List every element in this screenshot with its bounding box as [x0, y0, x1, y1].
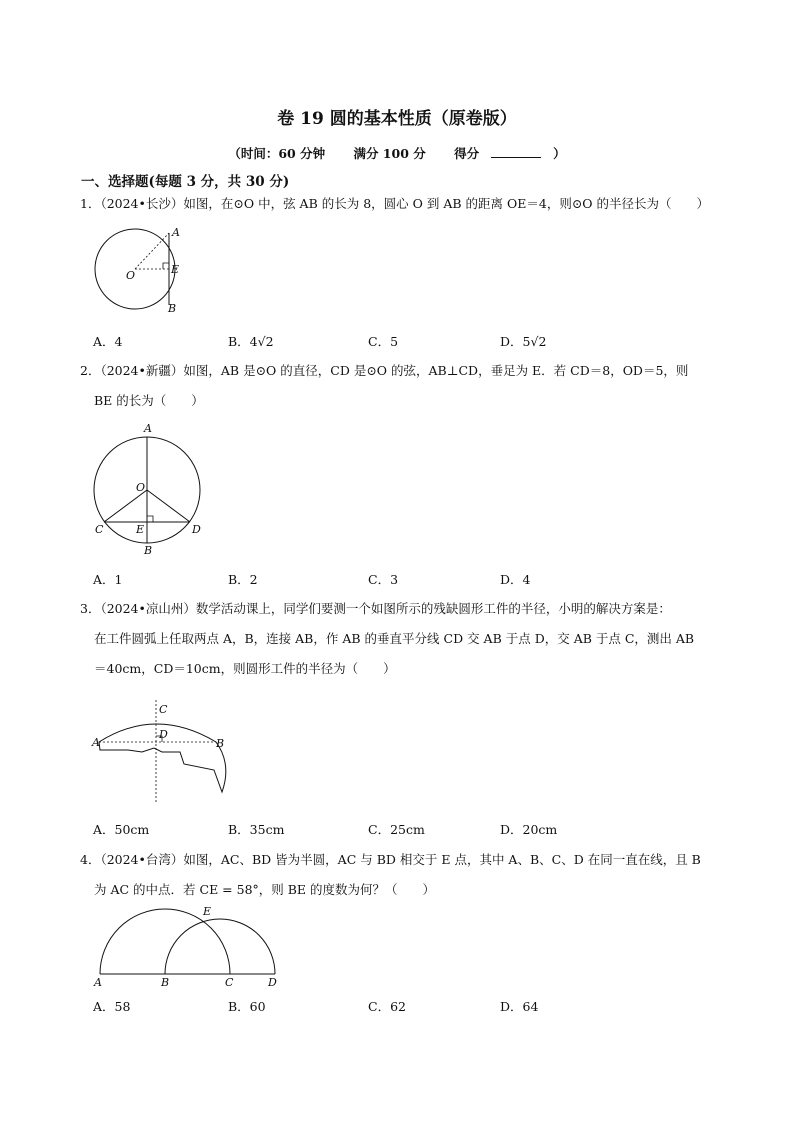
label-a: A — [94, 976, 102, 989]
right-angle-mark — [147, 516, 153, 522]
label-a: A — [92, 736, 100, 749]
option-a[interactable]: A．58 — [93, 999, 131, 1014]
question-3 — [80, 594, 720, 684]
option-b[interactable]: B．60 — [228, 999, 266, 1014]
option-a[interactable]: A．4 — [93, 334, 123, 349]
exam-info — [0, 144, 794, 162]
figure-4 — [90, 902, 285, 990]
label-c: C — [225, 976, 234, 989]
question-text-line-1: （2024•凉山州）数学活动课上，同学们要测一个如图所示的残缺圆形工件的半径，小明的解决方案是： — [100, 601, 671, 616]
figure-1 — [88, 222, 198, 316]
question-number: 4． — [80, 852, 101, 867]
score-label: 得分 — [454, 146, 480, 161]
full-score: 满分 100 分 — [353, 146, 426, 161]
option-a[interactable]: A．50cm — [93, 822, 150, 837]
semicircle-bd — [165, 919, 275, 974]
label-d: D — [268, 976, 277, 989]
section-heading: 一、选择题(每题 3 分，共 30 分) — [81, 174, 290, 190]
radius-oc — [104, 490, 147, 522]
question-4 — [80, 845, 720, 905]
radius-oa — [135, 233, 169, 269]
label-o: O — [126, 269, 136, 282]
label-a: A — [144, 422, 152, 435]
question-number: 1． — [80, 196, 101, 211]
label-o: O — [136, 481, 146, 494]
label-b: B — [216, 737, 225, 750]
figure-3 — [88, 692, 238, 807]
option-b[interactable]: B．4√2 — [228, 334, 274, 349]
question-2 — [80, 356, 720, 416]
label-b: B — [144, 544, 153, 557]
score-field — [454, 146, 566, 161]
label-e: E — [171, 263, 180, 276]
question-text-line-3: ＝40cm，CD＝10cm，则圆形工件的半径为（ ） — [94, 661, 396, 676]
question-text-line-2: 在工件圆弧上任取两点 A，B，连接 AB，作 AB 的垂直平分线 CD 交 AB 于点 D，交 AB 于点 C，测出 AB — [94, 631, 695, 646]
question-text-line-1: （2024•新疆）如图，AB 是⊙O 的直径，CD 是⊙O 的弦，AB⊥CD，垂足为 E．若 CD＝8，OD＝5，则 — [100, 363, 689, 378]
option-c[interactable]: C．5 — [368, 334, 399, 349]
label-d: D — [192, 523, 201, 536]
label-c: C — [159, 703, 168, 716]
option-b[interactable]: B．2 — [228, 572, 258, 587]
radius-od — [147, 490, 190, 522]
close-paren: ） — [553, 146, 566, 161]
semicircle-ac — [100, 909, 230, 974]
label-d: D — [159, 728, 168, 741]
score-blank[interactable] — [491, 157, 541, 158]
option-a[interactable]: A．1 — [93, 572, 123, 587]
option-c[interactable]: C．3 — [368, 572, 399, 587]
page-title: 卷 19 圆的基本性质（原卷版） — [277, 109, 517, 129]
figure-2 — [88, 420, 208, 560]
time-limit: （时间：60 分钟 — [228, 146, 326, 161]
option-c[interactable]: C．25cm — [368, 822, 425, 837]
question-text-line-2: 为 AC 的中点．若 CE = 58°，则 BE 的度数为何？（ ） — [94, 882, 436, 897]
question-text-line-2: BE 的长为（ ） — [94, 393, 204, 408]
label-a: A — [172, 226, 180, 239]
option-d[interactable]: D．5√2 — [500, 334, 547, 349]
label-c: C — [95, 523, 104, 536]
option-c[interactable]: C．62 — [368, 999, 406, 1014]
option-b[interactable]: B．35cm — [228, 822, 285, 837]
option-d[interactable]: D．4 — [500, 572, 531, 587]
option-d[interactable]: D．64 — [500, 999, 539, 1014]
label-e: E — [136, 523, 145, 536]
question-number: 2． — [80, 363, 101, 378]
right-angle-mark — [163, 263, 169, 269]
question-1 — [80, 189, 720, 219]
label-e: E — [203, 905, 212, 918]
question-number: 3． — [80, 601, 101, 616]
option-d[interactable]: D．20cm — [500, 822, 558, 837]
question-text: （2024•长沙）如图，在⊙O 中，弦 AB 的长为 8，圆心 O 到 AB 的距离 OE＝4，则⊙O 的半径长为（ ） — [100, 196, 710, 211]
label-b: B — [161, 976, 170, 989]
label-b: B — [168, 302, 177, 315]
question-text-line-1: （2024•台湾）如图，AC、BD 皆为半圆，AC 与 BD 相交于 E 点，其中 A、B、C、D 在同一直在线，且 B — [100, 852, 701, 867]
